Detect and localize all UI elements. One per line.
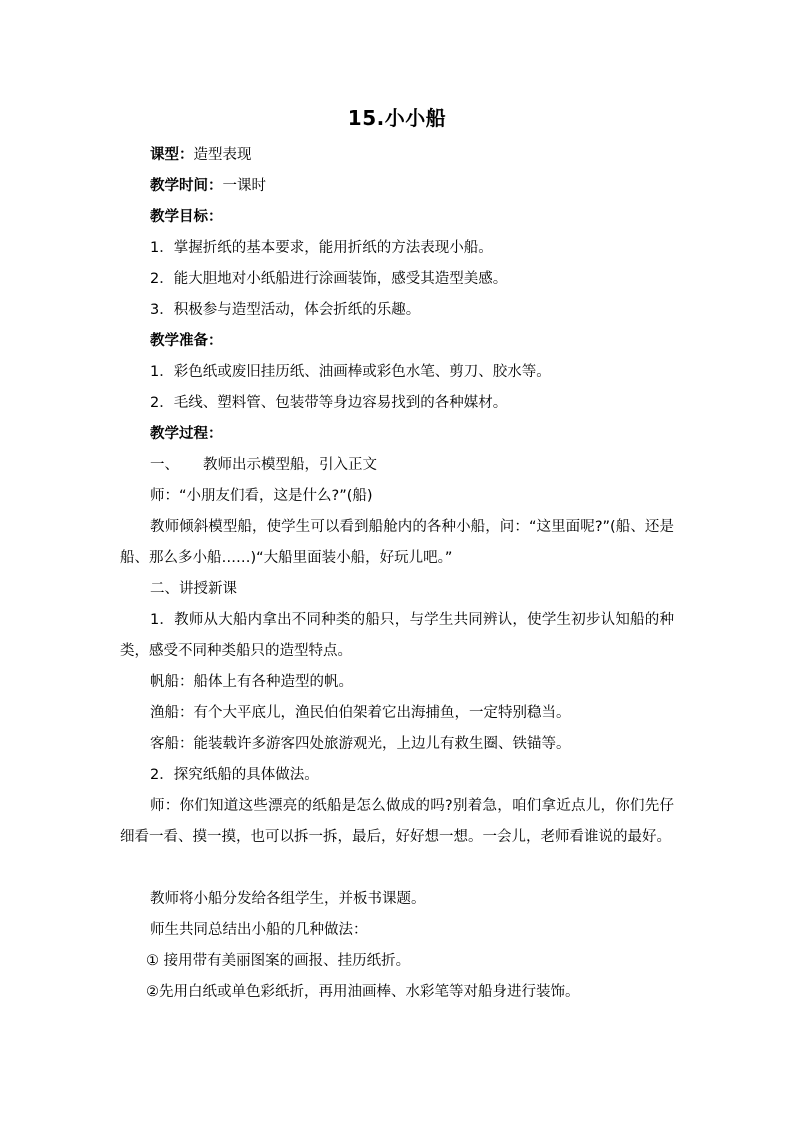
section2-heading: 二、讲授新课 bbox=[150, 581, 237, 597]
section1-number: 一、 bbox=[150, 457, 179, 473]
teacher-question: 师：“小朋友们看，这是什么?”(船) bbox=[150, 488, 373, 504]
point-2: 2．探究纸船的具体做法。 bbox=[150, 767, 319, 783]
section1-text: 教师出示模型船，引入正文 bbox=[203, 457, 377, 473]
distribute-line: 教师将小船分发给各组学生，并板书课题。 bbox=[150, 891, 426, 907]
goal-item: 1．掌握折纸的基本要求，能用折纸的方法表现小船。 bbox=[150, 240, 493, 256]
prep-heading: 教学准备： bbox=[150, 333, 223, 349]
paragraph-1: 教师倾斜模型船，使学生可以看到船舱内的各种小船，问：“这里面呢?”(船、还是船、那么多小船……)“大船里面装小船，好玩儿吧。” bbox=[120, 519, 674, 566]
method-1: ① 接用带有美丽图案的画报、挂历纸折。 bbox=[146, 953, 411, 969]
sailboat-line: 帆船：船体上有各种造型的帆。 bbox=[150, 674, 353, 690]
summary-line: 师生共同总结出小船的几种做法： bbox=[150, 922, 368, 938]
fishing-boat-line: 渔船：有个大平底儿，渔民伯伯架着它出海捕鱼，一定特别稳当。 bbox=[150, 705, 571, 721]
section1-heading bbox=[150, 455, 680, 476]
process-heading: 教学过程： bbox=[150, 426, 223, 442]
goals-heading: 教学目标： bbox=[150, 209, 223, 225]
prep-item: 2．毛线、塑料管、包装带等身边容易找到的各种媒材。 bbox=[150, 395, 508, 411]
teaching-time-value: 一课时 bbox=[222, 178, 266, 194]
goal-item: 3．积极参与造型活动，体会折纸的乐趣。 bbox=[150, 302, 421, 318]
lesson-type-value: 造型表现 bbox=[193, 147, 252, 163]
lesson-type-label: 课型： bbox=[150, 147, 194, 163]
prep-item: 1．彩色纸或废旧挂历纸、油画棒或彩色水笔、剪刀、胶水等。 bbox=[150, 364, 551, 380]
passenger-ship-line: 客船：能装载许多游客四处旅游观光，上边儿有救生圈、铁锚等。 bbox=[150, 736, 571, 752]
teacher-talk: 师：你们知道这些漂亮的纸船是怎么做成的吗?别着急，咱们拿近点儿，你们先仔细看一看、摸一摸，也可以拆一拆，最后，好好想一想。一会儿，老师看谁说的最好。 bbox=[120, 798, 674, 845]
goal-item: 2．能大胆地对小纸船进行涂画装饰，感受其造型美感。 bbox=[150, 271, 508, 287]
lesson-type-line bbox=[150, 145, 680, 166]
page-title: 15.小小船 bbox=[347, 106, 447, 130]
method-2: ②先用白纸或单色彩纸折，再用油画棒、水彩笔等对船身进行装饰。 bbox=[146, 984, 580, 1000]
teaching-time-label: 教学时间： bbox=[150, 178, 223, 194]
point-1: 1．教师从大船内拿出不同种类的船只，与学生共同辨认，使学生初步认知船的种类，感受不同种类船只的造型特点。 bbox=[120, 612, 674, 659]
teaching-time-line bbox=[150, 176, 680, 197]
